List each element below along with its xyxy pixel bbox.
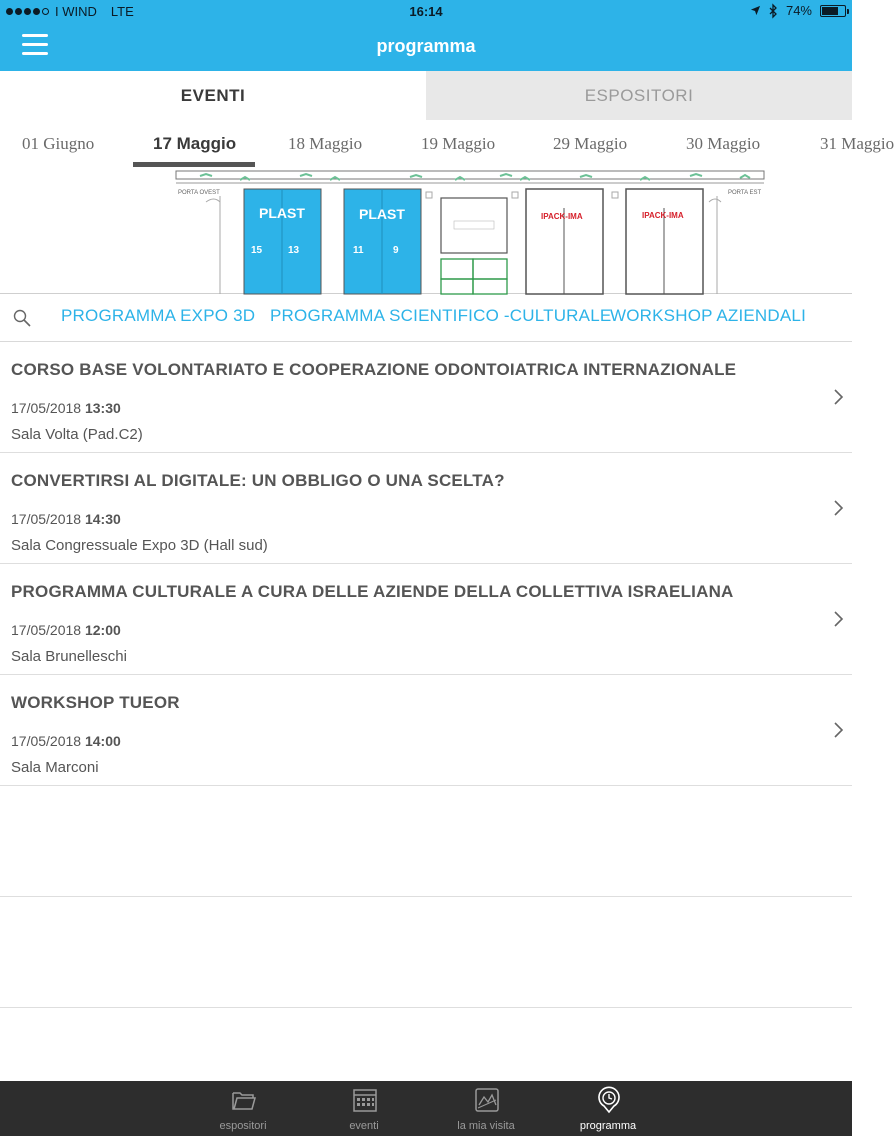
tabbar-programma[interactable] <box>553 1081 663 1136</box>
map-icon <box>474 1087 500 1113</box>
date-tab[interactable]: 01 Giugno <box>22 134 95 153</box>
empty-row <box>0 897 852 1008</box>
event-time: 14:00 <box>84 733 121 749</box>
event-row[interactable] <box>0 453 852 564</box>
event-row[interactable] <box>0 564 852 675</box>
event-room: Sala Brunelleschi <box>11 648 127 665</box>
tab-eventi[interactable]: EVENTI <box>0 71 426 120</box>
event-room: Sala Volta (Pad.C2) <box>11 426 143 443</box>
bottom-tab-bar <box>0 1081 852 1136</box>
filter-workshop-aziendali[interactable]: WORKSHOP AZIENDALI <box>610 306 806 325</box>
event-list <box>0 342 852 1008</box>
carrier-name: I WIND <box>55 4 97 19</box>
event-time: 12:00 <box>84 622 121 638</box>
event-room: Sala Congressuale Expo 3D (Hall sud) <box>11 537 268 554</box>
event-row[interactable] <box>0 675 852 786</box>
segment-control <box>0 71 852 120</box>
date-tab[interactable]: 29 Maggio <box>553 134 628 153</box>
filter-bar <box>0 294 852 342</box>
hall-label: IPACK-IMA <box>541 212 583 221</box>
network-type: LTE <box>110 4 134 19</box>
folder-icon <box>231 1087 257 1113</box>
tabbar-label: espositori <box>219 1120 267 1132</box>
porta-ovest-label: PORTA OVEST <box>178 190 220 196</box>
hall-number: 15 <box>251 245 263 256</box>
event-date: 17/05/2018 <box>11 511 82 527</box>
event-datetime <box>11 400 121 416</box>
tabbar-label: la mia visita <box>457 1120 515 1132</box>
date-tabs <box>0 120 894 168</box>
event-room: Sala Marconi <box>11 759 99 776</box>
event-datetime <box>11 511 121 527</box>
battery-icon <box>820 5 846 17</box>
bluetooth-icon <box>769 4 778 18</box>
event-date: 17/05/2018 <box>11 400 82 416</box>
event-time: 13:30 <box>84 400 121 416</box>
date-tab[interactable]: 30 Maggio <box>686 134 761 153</box>
hall-label: IPACK-IMA <box>642 211 684 220</box>
clock-pin-icon <box>596 1087 622 1113</box>
hall-label: PLAST <box>359 206 405 222</box>
page-title: programma <box>376 36 476 56</box>
tabbar-la-mia-visita[interactable] <box>431 1081 541 1136</box>
event-title: PROGRAMMA CULTURALE A CURA DELLE AZIENDE DELLA COLLETTIVA ISRAELIANA <box>11 582 734 601</box>
event-title: CONVERTIRSI AL DIGITALE: UN OBBLIGO O UNA SCELTA? <box>11 471 505 490</box>
tabbar-label: programma <box>579 1120 637 1132</box>
tabbar-espositori[interactable] <box>188 1081 298 1136</box>
status-right <box>750 3 846 18</box>
top-bar <box>0 0 852 71</box>
porta-est-label: PORTA EST <box>728 190 762 196</box>
calendar-icon <box>352 1087 378 1113</box>
chevron-right-icon <box>832 388 844 406</box>
date-tab[interactable]: 18 Maggio <box>288 134 363 153</box>
chevron-right-icon <box>832 610 844 628</box>
hall-label: PLAST <box>259 205 305 221</box>
event-time: 14:30 <box>84 511 121 527</box>
venue-map-drawing <box>0 168 852 294</box>
filter-scientifico-culturale[interactable]: PROGRAMMA SCIENTIFICO -CULTURALE <box>270 306 612 325</box>
hall-number: 9 <box>393 245 399 256</box>
chevron-right-icon <box>832 721 844 739</box>
chevron-right-icon <box>832 499 844 517</box>
event-date: 17/05/2018 <box>11 622 82 638</box>
tab-espositori[interactable]: ESPOSITORI <box>426 71 852 120</box>
battery-percent: 74% <box>785 3 812 18</box>
event-date: 17/05/2018 <box>11 733 82 749</box>
event-title: CORSO BASE VOLONTARIATO E COOPERAZIONE ODONTOIATRICA INTERNAZIONALE <box>11 360 737 379</box>
hall-number: 13 <box>288 245 300 256</box>
empty-row <box>0 786 852 897</box>
status-bar <box>0 0 852 22</box>
venue-map[interactable] <box>0 168 852 294</box>
hall-number: 11 <box>353 245 364 256</box>
battery-fill <box>822 7 838 15</box>
date-tab[interactable]: 31 Maggio <box>820 134 894 153</box>
event-datetime <box>11 733 121 749</box>
filter-expo-3d[interactable]: PROGRAMMA EXPO 3D <box>61 306 256 325</box>
tabbar-eventi[interactable] <box>309 1081 419 1136</box>
location-arrow-icon <box>750 5 761 16</box>
date-tab[interactable]: 17 Maggio <box>153 134 237 153</box>
search-icon[interactable] <box>12 308 32 328</box>
event-title: WORKSHOP TUEOR <box>11 693 180 712</box>
event-row[interactable] <box>0 342 852 453</box>
active-date-indicator <box>133 162 255 167</box>
tabbar-label: eventi <box>349 1120 379 1132</box>
event-datetime <box>11 622 121 638</box>
status-time: 16:14 <box>409 4 443 19</box>
date-tab[interactable]: 19 Maggio <box>421 134 496 153</box>
